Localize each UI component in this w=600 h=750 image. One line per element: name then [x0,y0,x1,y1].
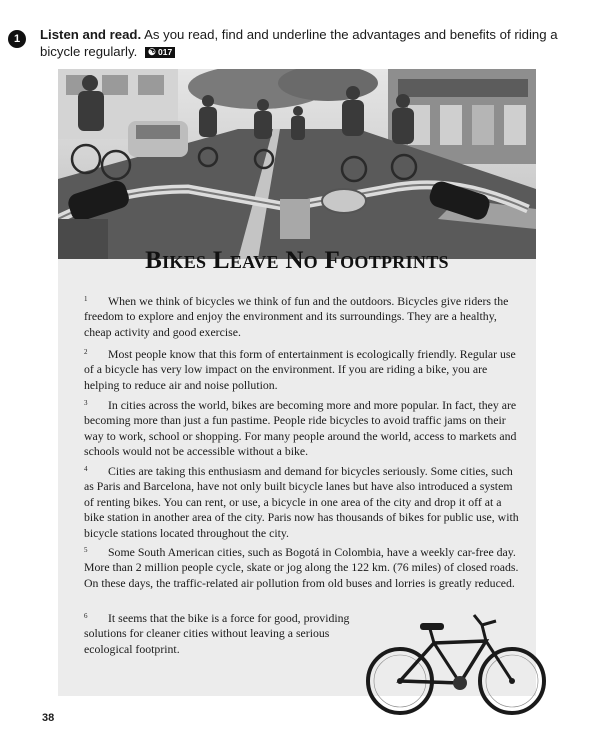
paragraph-text: Most people know that this form of entertainment is ecologically friendly. Regular use of a bicycle has very low impact on the environment. If you are riding a bike, you are helping to reduce air and noise pollution. [84,347,516,392]
paragraph-number: 6 [84,612,88,620]
paragraph-text: When we think of bicycles we think of fun and the outdoors. Bicycles give riders the freedom to explore and enjoy the environment and its surroundings. They are a healthy, cheap activity and good exercise. [84,294,509,339]
paragraph-3 [84,398,524,460]
paragraph-4 [84,464,524,541]
paragraph-number: 3 [84,399,88,407]
task-number-badge: 1 [8,30,26,48]
article-title-text: Bikes Leave No Footprints [145,247,449,274]
paragraph-number: 4 [84,465,88,473]
paragraph-number: 5 [84,546,88,554]
paragraph-text: Cities are taking this enthusiasm and demand for bicycles seriously. Some cities, such as Paris and Barcelona, have not only built bicycle lanes but have also introduced a system of renting bikes. You can rent, or use, a bicycle in one area of the city and drop it off at a bike station in another area of the city. Paris now has thousands of bikes for public use, with bicycle stations located throughout the city. [84,464,519,540]
paragraph-text: Some South American cities, such as Bogotá in Colombia, have a weekly car-free day. More than 2 million people cycle, skate or jog along the 122 km. (76 miles) of closed roads. On these days, the traffic-related air pollution from old buses and lorries is greatly reduced. [84,545,519,590]
paragraph-text: It seems that the bike is a force for good, providing solutions for cleaner cities without leaving a serious ecological footprint. [84,611,350,656]
paragraph-6 [84,611,354,657]
bicycle-illustration [364,603,550,717]
article-title [58,247,536,275]
audio-track-number: 017 [157,47,173,57]
task-instruction-text: As you read, find and underline the advantages and benefits of riding a bicycle regularly. [40,27,558,59]
paragraph-2 [84,347,524,393]
cyclists-street-photo [58,69,536,259]
task-instruction-bold: Listen and read. [40,27,142,42]
paragraph-number: 2 [84,348,88,356]
page-number: 38 [42,712,55,724]
audio-track-badge[interactable] [145,47,175,58]
paragraph-number: 1 [84,295,88,303]
paragraph-text: In cities across the world, bikes are becoming more and more popular. In fact, they are becoming more than just a fun pastime. People ride bicycles to avoid traffic jams on their way to work, school or shopping. For many people around the world, access to markets and schools would not be accessible without a bike. [84,398,517,459]
paragraph-5 [84,545,524,591]
paragraph-1 [84,294,524,340]
headphones-icon: ☯ [147,47,156,57]
task-instruction [40,26,560,60]
